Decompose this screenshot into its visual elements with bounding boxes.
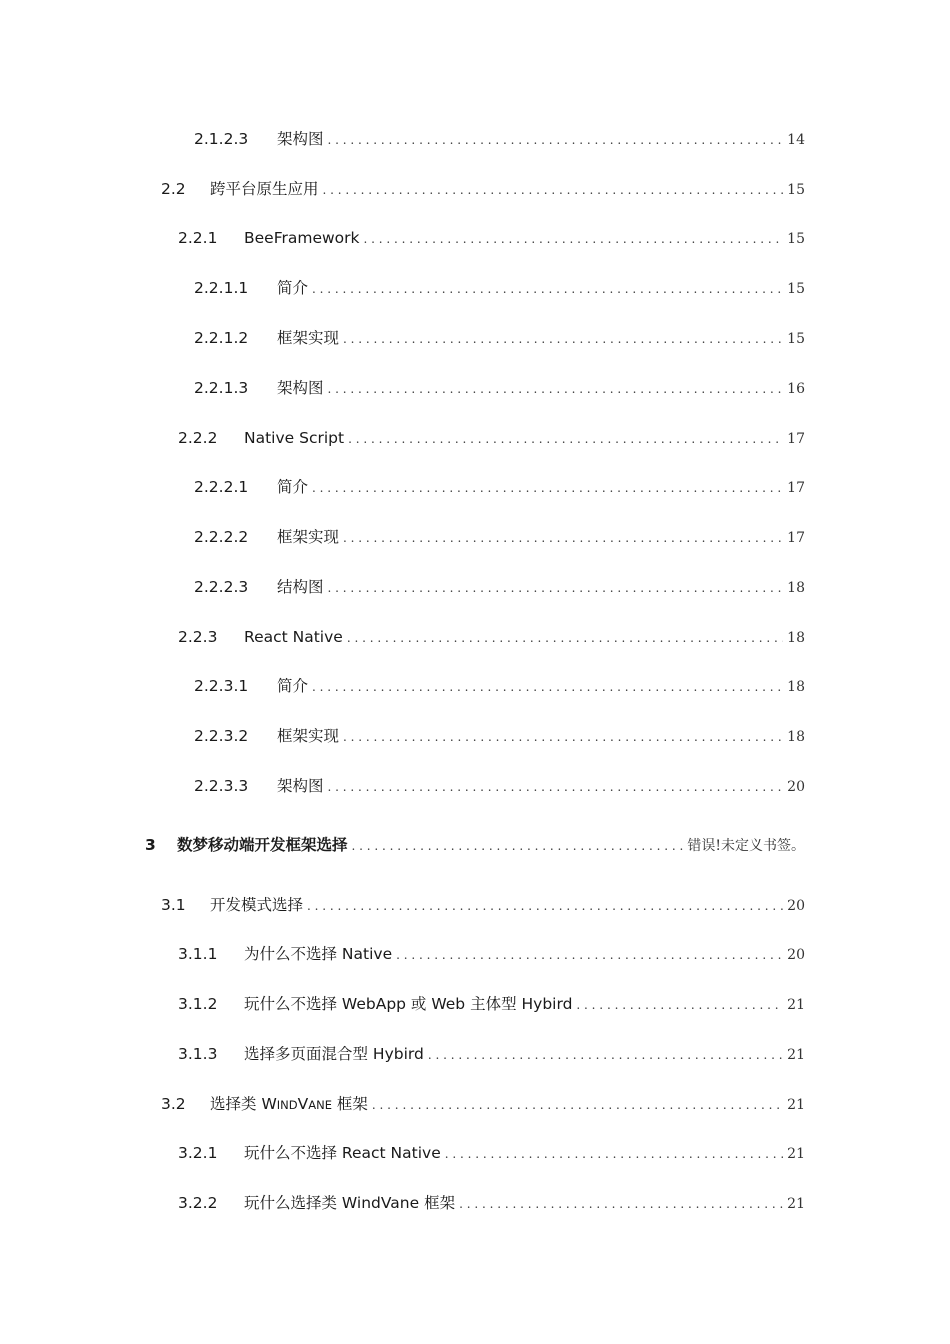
dot-leader	[348, 427, 783, 451]
dot-leader	[343, 526, 783, 550]
toc-number: 2.2.3	[178, 628, 218, 646]
toc-page-number: 20	[787, 947, 805, 963]
toc-entry-3[interactable]	[0, 833, 805, 857]
toc-title: 架构图	[277, 130, 324, 148]
toc-number: 2.2	[161, 180, 186, 198]
toc-page-number: 21	[787, 1146, 805, 1162]
toc-entry-2-2-2[interactable]	[0, 426, 805, 450]
toc-entry-3-1[interactable]	[0, 893, 805, 917]
toc-entry-2-2-3-2[interactable]	[0, 724, 805, 748]
toc-entry-3-2-1[interactable]	[0, 1141, 805, 1165]
toc-title: 玩什么不选择 React Native	[244, 1144, 441, 1162]
toc-entry-2-2[interactable]	[0, 177, 805, 201]
toc-title: 简介	[277, 279, 309, 297]
toc-title	[210, 1092, 368, 1117]
dot-leader	[343, 725, 783, 749]
toc-title: Native Script	[244, 429, 345, 447]
toc-title: 玩什么不选择 WebApp 或 Web 主体型 Hybird	[244, 995, 573, 1013]
toc-number: 2.2.2.3	[194, 578, 249, 596]
toc-entry-2-2-1-3[interactable]	[0, 376, 805, 400]
toc-number: 3.2	[161, 1095, 186, 1113]
toc-entry-2-2-1-2[interactable]	[0, 326, 805, 350]
toc-title: 框架实现	[277, 329, 340, 347]
toc-entry-3-2[interactable]	[0, 1092, 805, 1116]
toc-title: React Native	[244, 628, 343, 646]
toc-number: 2.2.3.3	[194, 777, 249, 795]
toc-entry-2-2-3-3[interactable]	[0, 774, 805, 798]
toc-page-number: 15	[787, 182, 805, 198]
toc-page-number: 18	[787, 580, 805, 596]
toc-page-number: 16	[787, 381, 805, 397]
dot-leader	[312, 277, 783, 301]
toc-page-number: 15	[787, 331, 805, 347]
toc-number: 2.2.2.2	[194, 528, 249, 546]
toc-page-number: 18	[787, 679, 805, 695]
dot-leader	[445, 1142, 783, 1166]
toc-entry-2-1-2-3[interactable]	[0, 127, 805, 151]
toc-title-smallcaps-rest: IND	[276, 1098, 298, 1112]
toc-title: 结构图	[277, 578, 324, 596]
toc-title: 玩什么选择类 WindVane 框架	[244, 1194, 456, 1212]
toc-page-number: 17	[787, 431, 805, 447]
toc-number: 3.1.3	[178, 1045, 218, 1063]
toc-number: 3.2.1	[178, 1144, 218, 1162]
toc-title-smallcaps-rest: ANE	[308, 1098, 332, 1112]
toc-entry-3-1-2[interactable]	[0, 992, 805, 1016]
toc-number: 2.2.1.3	[194, 379, 249, 397]
dot-leader	[307, 894, 783, 918]
toc-title: 框架实现	[277, 528, 340, 546]
dot-leader	[364, 227, 784, 251]
toc-title: 开发模式选择	[210, 896, 304, 914]
toc-entry-2-2-3-1[interactable]	[0, 674, 805, 698]
toc-number: 2.2.1.1	[194, 279, 249, 297]
toc-title-smallcaps-initial: W	[261, 1095, 277, 1113]
toc-page-number: 20	[787, 779, 805, 795]
toc-number: 3.2.2	[178, 1194, 218, 1212]
toc-entry-3-1-1[interactable]	[0, 942, 805, 966]
toc-page-number: 15	[787, 281, 805, 297]
dot-leader	[576, 993, 783, 1017]
toc-title: 简介	[277, 677, 309, 695]
toc-title: 框架实现	[277, 727, 340, 745]
toc-number: 2.2.3.2	[194, 727, 249, 745]
toc-page-number: 21	[787, 1097, 805, 1113]
dot-leader	[328, 377, 784, 401]
toc-page-number: 21	[787, 1196, 805, 1212]
toc-entry-2-2-1-1[interactable]	[0, 276, 805, 300]
dot-leader	[343, 327, 783, 351]
toc-page-number: 17	[787, 480, 805, 496]
dot-leader	[347, 626, 783, 650]
toc-page-number: 14	[787, 132, 805, 148]
toc-title: 跨平台原生应用	[210, 180, 319, 198]
toc-title: 简介	[277, 478, 309, 496]
toc-entry-3-1-3[interactable]	[0, 1042, 805, 1066]
toc-entry-2-2-1[interactable]	[0, 226, 805, 250]
toc-number: 3.1.2	[178, 995, 218, 1013]
toc-number: 2.2.3.1	[194, 677, 249, 695]
toc-page-number: 17	[787, 530, 805, 546]
toc-title-part: 框架	[331, 1095, 368, 1113]
toc-title: 架构图	[277, 379, 324, 397]
toc-page-number: 错误!未定义书签。	[687, 838, 805, 854]
toc-number: 2.2.2	[178, 429, 218, 447]
toc-page-number: 21	[787, 997, 805, 1013]
toc-title: 架构图	[277, 777, 324, 795]
dot-leader	[396, 943, 783, 967]
toc-entry-2-2-2-3[interactable]	[0, 575, 805, 599]
toc-page-number: 20	[787, 898, 805, 914]
toc-title: 数梦移动端开发框架选择	[177, 836, 348, 854]
toc-number: 2.2.1.2	[194, 329, 249, 347]
dot-leader	[328, 576, 784, 600]
dot-leader	[328, 128, 784, 152]
toc-number: 3.1	[161, 896, 186, 914]
toc-number: 3	[145, 836, 156, 854]
dot-leader	[372, 1093, 783, 1117]
toc-title-part: 选择类	[210, 1095, 262, 1113]
toc-entry-3-2-2[interactable]	[0, 1191, 805, 1215]
toc-title-smallcaps-initial: V	[297, 1095, 309, 1113]
toc-title: 为什么不选择 Native	[244, 945, 393, 963]
toc-number: 2.1.2.3	[194, 130, 249, 148]
dot-leader	[312, 675, 783, 699]
toc-number: 3.1.1	[178, 945, 218, 963]
toc-entry-2-2-2-1[interactable]	[0, 475, 805, 499]
toc-title: BeeFramework	[244, 229, 360, 247]
dot-leader	[428, 1043, 783, 1067]
toc-page-number: 18	[787, 729, 805, 745]
toc-page-number: 18	[787, 630, 805, 646]
toc-number: 2.2.1	[178, 229, 218, 247]
toc-title: 选择多页面混合型 Hybird	[244, 1045, 424, 1063]
dot-leader	[323, 178, 784, 202]
dot-leader	[312, 476, 783, 500]
toc-page-number: 15	[787, 231, 805, 247]
toc-page-number: 21	[787, 1047, 805, 1063]
toc-number: 2.2.2.1	[194, 478, 249, 496]
dot-leader	[328, 775, 784, 799]
dot-leader	[459, 1192, 783, 1216]
toc-entry-2-2-3[interactable]	[0, 625, 805, 649]
toc-entry-2-2-2-2[interactable]	[0, 525, 805, 549]
dot-leader	[352, 834, 684, 858]
